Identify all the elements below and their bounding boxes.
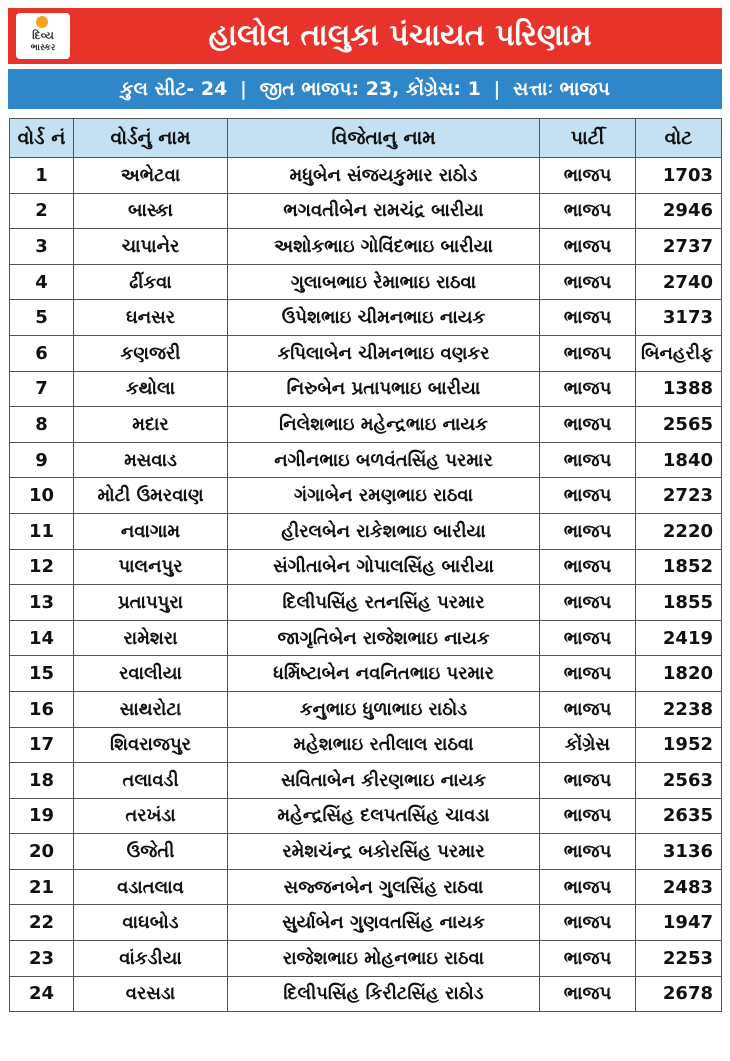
table-row bbox=[10, 727, 722, 763]
winner-name-cell: રમેશચંન્દ્ર બકોરસિંહ પરમાર bbox=[228, 834, 540, 870]
votes-cell: 2740 bbox=[636, 264, 722, 300]
ward-name-cell: બાસ્કા bbox=[74, 193, 228, 229]
table-header-row bbox=[10, 119, 722, 158]
table-row bbox=[10, 193, 722, 229]
table-row bbox=[10, 798, 722, 834]
ward-number-cell: 18 bbox=[10, 763, 74, 799]
ward-name-cell: અભેટવા bbox=[74, 158, 228, 194]
ward-name-cell: મદાર bbox=[74, 407, 228, 443]
winner-name-cell: અશોકભાઇ ગોવિંદભાઇ બારીયા bbox=[228, 229, 540, 265]
votes-cell: 2238 bbox=[636, 691, 722, 727]
party-cell: ભાજપ bbox=[540, 193, 636, 229]
party-cell: ભાજપ bbox=[540, 941, 636, 977]
table-row bbox=[10, 620, 722, 656]
ward-name-cell: પ્રતાપપુરા bbox=[74, 585, 228, 621]
ward-number-cell: 24 bbox=[10, 976, 74, 1012]
party-cell: ભાજપ bbox=[540, 976, 636, 1012]
table-row bbox=[10, 407, 722, 443]
votes-cell: 2220 bbox=[636, 513, 722, 549]
winner-name-cell: નગીનભાઇ બળવંતસિંહ પરમાર bbox=[228, 442, 540, 478]
winner-name-cell: કનુભાઇ ધુળાભાઇ રાઠોડ bbox=[228, 691, 540, 727]
ward-name-cell: વરસડા bbox=[74, 976, 228, 1012]
ward-number-cell: 6 bbox=[10, 335, 74, 371]
total-seats: કુલ સીટ- 24 bbox=[120, 78, 228, 100]
table-row bbox=[10, 442, 722, 478]
party-cell: ભાજપ bbox=[540, 798, 636, 834]
votes-cell: 2737 bbox=[636, 229, 722, 265]
power-holder: સત્તાઃ ભાજપ bbox=[513, 78, 610, 100]
ward-name-cell: ઉજેતી bbox=[74, 834, 228, 870]
divya-bhaskar-logo bbox=[16, 13, 70, 59]
votes-cell: 1947 bbox=[636, 905, 722, 941]
votes-cell: 1703 bbox=[636, 158, 722, 194]
votes-cell: 1855 bbox=[636, 585, 722, 621]
ward-name-cell: શિવરાજપુર bbox=[74, 727, 228, 763]
winner-name-cell: સજ્જનબેન ગુલસિંહ રાઠવા bbox=[228, 869, 540, 905]
column-header-votes: વોટ bbox=[636, 119, 722, 158]
logo-line-2: ભાસ્કર bbox=[30, 43, 56, 53]
winner-name-cell: દિલીપસિંહ કિરીટસિંહ રાઠોડ bbox=[228, 976, 540, 1012]
table-row bbox=[10, 371, 722, 407]
winner-name-cell: કપિલાબેન ચીમનભાઇ વણકર bbox=[228, 335, 540, 371]
table-row bbox=[10, 905, 722, 941]
ward-name-cell: વડાતલાવ bbox=[74, 869, 228, 905]
ward-number-cell: 23 bbox=[10, 941, 74, 977]
ward-number-cell: 20 bbox=[10, 834, 74, 870]
party-cell: ભાજપ bbox=[540, 407, 636, 443]
table-row bbox=[10, 763, 722, 799]
table-row bbox=[10, 869, 722, 905]
votes-cell: 2419 bbox=[636, 620, 722, 656]
ward-name-cell: મસવાડ bbox=[74, 442, 228, 478]
ward-number-cell: 8 bbox=[10, 407, 74, 443]
ward-number-cell: 13 bbox=[10, 585, 74, 621]
winner-name-cell: હીરલબેન રાકેશભાઇ બારીયા bbox=[228, 513, 540, 549]
column-header-party: પાર્ટી bbox=[540, 119, 636, 158]
votes-cell: 1388 bbox=[636, 371, 722, 407]
ward-number-cell: 3 bbox=[10, 229, 74, 265]
table-body bbox=[10, 158, 722, 1012]
party-cell: ભાજપ bbox=[540, 869, 636, 905]
column-header-winner-name: વિજેતાનુ નામ bbox=[228, 119, 540, 158]
ward-name-cell: ચાપાનેર bbox=[74, 229, 228, 265]
party-cell: ભાજપ bbox=[540, 905, 636, 941]
votes-cell: 2946 bbox=[636, 193, 722, 229]
ward-number-cell: 17 bbox=[10, 727, 74, 763]
votes-cell: 2565 bbox=[636, 407, 722, 443]
table-row bbox=[10, 834, 722, 870]
ward-name-cell: પાલનપુર bbox=[74, 549, 228, 585]
table-row bbox=[10, 941, 722, 977]
winner-name-cell: જાગૃતિબેન રાજેશભાઇ નાયક bbox=[228, 620, 540, 656]
ward-name-cell: રામેશરા bbox=[74, 620, 228, 656]
winner-name-cell: ગુલાબભાઇ રેમાભાઇ રાઠવા bbox=[228, 264, 540, 300]
votes-cell: બિનહરીફ bbox=[636, 335, 722, 371]
header-banner bbox=[8, 8, 722, 64]
table-row bbox=[10, 691, 722, 727]
party-cell: ભાજપ bbox=[540, 229, 636, 265]
column-header-ward-name: વોર્ડનું નામ bbox=[74, 119, 228, 158]
table-row bbox=[10, 229, 722, 265]
party-cell: ભાજપ bbox=[540, 656, 636, 692]
winner-name-cell: નિરુબેન પ્રતાપભાઇ બારીયા bbox=[228, 371, 540, 407]
party-cell: ભાજપ bbox=[540, 585, 636, 621]
votes-cell: 1952 bbox=[636, 727, 722, 763]
ward-number-cell: 4 bbox=[10, 264, 74, 300]
party-cell: ભાજપ bbox=[540, 264, 636, 300]
ward-number-cell: 2 bbox=[10, 193, 74, 229]
votes-cell: 2723 bbox=[636, 478, 722, 514]
winner-name-cell: નિલેશભાઇ મહેન્દ્રભાઇ નાયક bbox=[228, 407, 540, 443]
ward-name-cell: કણજરી bbox=[74, 335, 228, 371]
ward-number-cell: 11 bbox=[10, 513, 74, 549]
winner-name-cell: ભગવતીબેન રામચંદ્ર બારીયા bbox=[228, 193, 540, 229]
ward-name-cell: સાથરોટા bbox=[74, 691, 228, 727]
votes-cell: 1852 bbox=[636, 549, 722, 585]
winner-name-cell: મહેશભાઇ રતીલાલ રાઠવા bbox=[228, 727, 540, 763]
ward-name-cell: ઢીંકવા bbox=[74, 264, 228, 300]
ward-number-cell: 7 bbox=[10, 371, 74, 407]
sun-icon bbox=[36, 16, 48, 28]
winner-name-cell: ગંગાબેન રમણભાઇ રાઠવા bbox=[228, 478, 540, 514]
votes-cell: 2563 bbox=[636, 763, 722, 799]
winner-name-cell: સવિતાબેન કીરણભાઇ નાયક bbox=[228, 763, 540, 799]
votes-cell: 3136 bbox=[636, 834, 722, 870]
logo-line-1: દિવ્ય bbox=[32, 29, 54, 42]
winner-name-cell: મધુબેન સંજયકુમાર રાઠોડ bbox=[228, 158, 540, 194]
winner-name-cell: ધર્મિષ્ટાબેન નવનિતભાઇ પરમાર bbox=[228, 656, 540, 692]
party-cell: ભાજપ bbox=[540, 158, 636, 194]
party-cell: ભાજપ bbox=[540, 834, 636, 870]
ward-name-cell: વાઘબોડ bbox=[74, 905, 228, 941]
table-row bbox=[10, 513, 722, 549]
table-row bbox=[10, 549, 722, 585]
column-header-ward-no: વોર્ડ નં bbox=[10, 119, 74, 158]
ward-number-cell: 5 bbox=[10, 300, 74, 336]
ward-number-cell: 10 bbox=[10, 478, 74, 514]
separator: | bbox=[240, 78, 247, 100]
ward-name-cell: ઘનસર bbox=[74, 300, 228, 336]
party-cell: ભાજપ bbox=[540, 371, 636, 407]
table-row bbox=[10, 478, 722, 514]
ward-number-cell: 22 bbox=[10, 905, 74, 941]
votes-cell: 2635 bbox=[636, 798, 722, 834]
page-title: હાલોલ તાલુકા પંચાયત પરિણામ bbox=[208, 18, 592, 53]
winner-name-cell: રાજેશભાઇ મોહનભાઇ રાઠવા bbox=[228, 941, 540, 977]
ward-name-cell: કથોલા bbox=[74, 371, 228, 407]
party-cell: ભાજપ bbox=[540, 691, 636, 727]
party-cell: ભાજપ bbox=[540, 513, 636, 549]
votes-cell: 2678 bbox=[636, 976, 722, 1012]
winner-name-cell: મહેન્દ્રસિંહ દલપતસિંહ ચાવડા bbox=[228, 798, 540, 834]
party-cell: ભાજપ bbox=[540, 763, 636, 799]
table-row bbox=[10, 158, 722, 194]
table-row bbox=[10, 976, 722, 1012]
ward-name-cell: મોટી ઉમરવાણ bbox=[74, 478, 228, 514]
ward-number-cell: 21 bbox=[10, 869, 74, 905]
table-row bbox=[10, 656, 722, 692]
table-row bbox=[10, 264, 722, 300]
ward-number-cell: 19 bbox=[10, 798, 74, 834]
ward-number-cell: 16 bbox=[10, 691, 74, 727]
table-row bbox=[10, 335, 722, 371]
ward-name-cell: તલાવડી bbox=[74, 763, 228, 799]
summary-bar bbox=[8, 69, 722, 109]
party-cell: ભાજપ bbox=[540, 620, 636, 656]
table-row bbox=[10, 585, 722, 621]
ward-number-cell: 1 bbox=[10, 158, 74, 194]
winner-name-cell: દિલીપસિંહ રતનસિંહ પરમાર bbox=[228, 585, 540, 621]
party-cell: કોંગ્રેસ bbox=[540, 727, 636, 763]
ward-number-cell: 12 bbox=[10, 549, 74, 585]
ward-name-cell: તરખંડા bbox=[74, 798, 228, 834]
ward-number-cell: 14 bbox=[10, 620, 74, 656]
results-table bbox=[9, 118, 722, 1012]
party-cell: ભાજપ bbox=[540, 335, 636, 371]
party-cell: ભાજપ bbox=[540, 442, 636, 478]
votes-cell: 2253 bbox=[636, 941, 722, 977]
party-cell: ભાજપ bbox=[540, 549, 636, 585]
ward-name-cell: નવાગામ bbox=[74, 513, 228, 549]
winner-name-cell: સંગીતાબેન ગોપાલસિંહ બારીયા bbox=[228, 549, 540, 585]
winner-name-cell: ઉપેશભાઇ ચીમનભાઇ નાયક bbox=[228, 300, 540, 336]
separator: | bbox=[493, 78, 501, 100]
votes-cell: 2483 bbox=[636, 869, 722, 905]
votes-cell: 3173 bbox=[636, 300, 722, 336]
ward-number-cell: 15 bbox=[10, 656, 74, 692]
winner-name-cell: સુર્યાબેન ગુણવતસિંહ નાયક bbox=[228, 905, 540, 941]
won-seats: જીત ભાજપ: 23, કોંગ્રેસ: 1 bbox=[259, 78, 481, 100]
votes-cell: 1840 bbox=[636, 442, 722, 478]
party-cell: ભાજપ bbox=[540, 478, 636, 514]
votes-cell: 1820 bbox=[636, 656, 722, 692]
ward-name-cell: વાંકડીયા bbox=[74, 941, 228, 977]
ward-name-cell: રવાલીયા bbox=[74, 656, 228, 692]
party-cell: ભાજપ bbox=[540, 300, 636, 336]
table-row bbox=[10, 300, 722, 336]
ward-number-cell: 9 bbox=[10, 442, 74, 478]
